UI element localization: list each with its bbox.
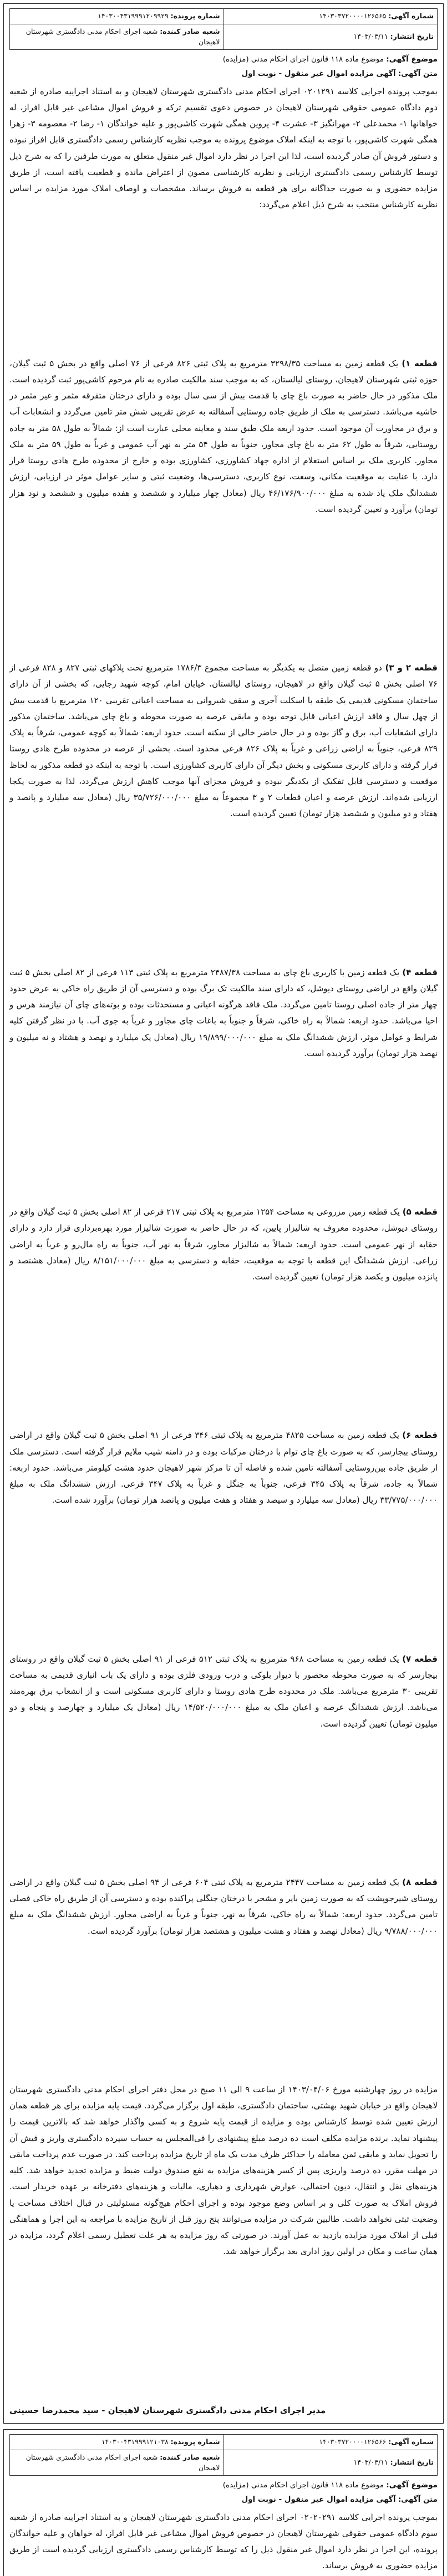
notice-1-title-line	[9, 67, 438, 81]
notice-1-meta	[9, 53, 438, 81]
subject-value: موضوع ماده ۱۱۸ قانون اجرای احکام مدنی (مزایده)	[222, 2481, 384, 2490]
auction-notice-2	[3, 2429, 444, 2576]
case-number-label: شماره پرونده:	[170, 12, 220, 20]
notice-2-meta	[9, 2478, 438, 2507]
notice-1-header-row-1	[10, 9, 438, 24]
issuing-branch-value: شعبه اجرای احکام مدنی دادگستری شهرستان لاهیجان	[26, 27, 220, 46]
parcel-5-label: قطعه ۵)	[402, 1207, 438, 1217]
parcel-8-text: یک قطعه زمین به مساحت ۲۴۴۷ مترمربع به پلاک ثبتی ۶۰۴ فرعی از ۹۴ اصلی بخش ۵ ثبت گیلان واقع در اراضی روستای شیرجوپشت که به صورت زمین بایر و مشجر با درختان جنگلی پراکنده بوده و دسترسی آن از طریق راه خاکی فصلی تامین می‌گردد. حدود اربعه: شمالاً به راه خاکی، شرقاً به نهر، جنوباً و غرباً به اراضی مجاور. ارزش ششدانگ ملک به مبلغ ۹/۷۸۸/۰۰۰/۰۰۰ ریال (معادل نهصد و هفتاد و هشت میلیون و هشتصد هزار تومان) برآورد گردیده است.	[9, 1877, 438, 1936]
text-label: متن آگهی:	[398, 69, 438, 78]
subject-label: موضوع آگهی:	[386, 55, 438, 64]
notice-1-body	[9, 84, 438, 2419]
parcel-1-label: قطعه ۱)	[402, 358, 438, 368]
parcel-6-paragraph	[9, 1427, 438, 1508]
parcel-6-label: قطعه ۶)	[402, 1430, 438, 1441]
subject-value: موضوع ماده ۱۱۸ قانون اجرای احکام مدنی (مزایده)	[222, 55, 384, 64]
case-number-value: ۱۴۰۳۰۰۴۳۱۹۹۹۱۲۱۰۳۸	[101, 2437, 169, 2446]
ad-number-value: ۱۴۰۳۰۳۷۲۰۰۰۰۱۲۶۵۶۵	[319, 12, 387, 20]
publish-date-label: تاریخ انتشار:	[390, 32, 434, 41]
notice-title: آگهی مزایده اموال غیر منقول - نوبت اول	[241, 69, 396, 78]
ad-number-label: شماره آگهی:	[388, 12, 434, 20]
ad-number-label: شماره آگهی:	[388, 2437, 434, 2446]
notice-2-body	[9, 2510, 438, 2574]
parcel-8-paragraph	[9, 1875, 438, 1939]
parcel-4-paragraph	[9, 965, 438, 1062]
publish-date-cell	[223, 24, 438, 50]
parcel-7-text: یک قطعه زمین به مساحت ۹۶۸ مترمربع به پلاک ثبتی ۵۱۲ فرعی از ۹۱ اصلی بخش ۵ ثبت گیلان واقع در روستای بیجارسر که به صورت محوطه محصور با دیوار بلوکی و درب ورودی فلزی بوده و دارای یک باب انباری قدیمی به مساحت تقریبی ۳۰ مترمربع می‌باشد. ملک در محدوده طرح هادی روستا و دارای کاربری مسکونی است و از انشعاب برق بهره‌مند می‌باشد. ارزش ششدانگ عرصه و اعیان ملک به مبلغ ۱۴/۵۲۰/۰۰۰/۰۰۰ ریال (معادل یک میلیارد و چهارصد و پنجاه و دو میلیون تومان) تعیین گردیده است.	[9, 1653, 438, 1729]
issuing-branch-label: شعبه صادر کننده:	[160, 27, 220, 35]
parcel-8-label: قطعه ۸)	[402, 1877, 438, 1887]
case-number-cell	[10, 9, 224, 24]
subject-label: موضوع آگهی:	[386, 2481, 438, 2490]
parcel-2-3-label: قطعه ۲ و ۳)	[385, 663, 438, 673]
notice-2-header-row-1	[10, 2435, 438, 2450]
parcel-2-3-text: دو قطعه زمین متصل به یکدیگر به مساحت مجموع ۱۷۸۶/۳ مترمربع تحت پلاکهای ثبتی ۸۲۷ و ۸۲۸ فرعی از ۷۶ اصلی بخش ۵ ثبت گیلان واقع در لاهیجان، روستای لیالستان، خیابان امام، کوچه شهید رجایی، که بخشی از آن دارای ساختمان مسکونی قدیمی یک طبقه با اسکلت آجری و سقف شیروانی به مساحت اعیانی تقریبی ۱۲۰ مترمربع با قدمت بیش از چهل سال و فاقد ارزش اعیانی قابل توجه بوده و مابقی عرصه به صورت محوطه و باغ چای می‌باشد. ساختمان مذکور دارای انشعابات آب، برق و گاز بوده و در حال حاضر خالی از سکنه است. حدود اربعه: شمالاً به کوچه عمومی، شرقاً به پلاک ۸۲۹ فرعی، جنوباً به اراضی زراعی و غرباً به پلاک ۸۲۶ فرعی محدود است. بخشی از عرصه در محدوده طرح هادی روستا قرار گرفته و دارای کاربری مسکونی و بخش دیگر آن دارای کاربری کشاورزی است. با توجه به اینکه دو قطعه مذکور به لحاظ موقعیت و دسترسی قابل تفکیک از یکدیگر نبوده و فروش مجزای آنها موجب کاهش ارزش می‌گردد، لذا به صورت یکجا ارزیابی شده‌اند. ارزش عرصه و اعیان قطعات ۲ و ۳ مجموعاً به مبلغ ۳۵/۷۲۶/۰۰۰/۰۰۰ ریال (معادل سه میلیارد و پانصد و هفتاد و دو میلیون و ششصد هزار تومان) تعیین گردیده است.	[9, 663, 438, 819]
publish-date-value: ۱۴۰۳/۰۳/۱۱	[353, 2458, 388, 2467]
case-number-value: ۱۴۰۳۰۰۴۳۱۹۹۹۱۲۰۹۹۲۹	[98, 12, 169, 20]
publish-date-label: تاریخ انتشار:	[390, 2458, 434, 2467]
issuing-branch-value: شعبه اجرای احکام مدنی دادگستری شهرستان لاهیجان	[26, 2452, 220, 2472]
notice-title: آگهی مزایده اموال غیر منقول - نوبت اول	[241, 2495, 396, 2504]
notice-2-subject-line	[9, 2478, 438, 2493]
notice-2-title-line	[9, 2493, 438, 2507]
text-label: متن آگهی:	[398, 2495, 438, 2504]
parcel-5-paragraph	[9, 1204, 438, 1285]
publish-date-value: ۱۴۰۳/۰۳/۱۱	[353, 32, 388, 41]
intro-paragraph: بموجب پرونده اجرایی کلاسه ۰۲۰۲۰۲۹۱ اجرای احکام مدنی دادگستری شهرستان لاهیجان و به استناد اجراییه صادره از شعبه سوم دادگاه عمومی حقوقی شهرستان لاهیجان در خصوص فروش اموال مشاعی غیر قابل افراز، له خواهان و علیه خواندگان پرونده، این اجرا در نظر دارد اموال غیر منقول ذیل را که توسط کارشناس رسمی دادگستری ارزیابی گردیده است از طریق مزایده حضوری به فروش برساند.	[9, 2512, 438, 2571]
parcel-7-label: قطعه ۷)	[402, 1653, 438, 1664]
signature-line: مدیر اجرای احکام مدنی دادگستری شهرستان لاهیجان - سید محمدرضا حسینی	[9, 2405, 326, 2415]
auction-notice-1	[3, 3, 444, 2424]
notice-1-header	[9, 8, 438, 50]
publish-date-cell	[223, 2450, 438, 2476]
notice-2-header	[9, 2434, 438, 2476]
issuing-branch-cell	[10, 24, 224, 50]
ad-number-value: ۱۴۰۳۰۳۷۲۰۰۰۰۱۲۶۵۶۶	[319, 2437, 387, 2446]
case-number-label: شماره پرونده:	[170, 2437, 220, 2446]
issuing-branch-cell	[10, 2450, 224, 2476]
parcel-1-text: یک قطعه زمین به مساحت ۳۲۹۸/۳۵ مترمربع به پلاک ثبتی ۸۲۶ فرعی از ۷۶ اصلی واقع در بخش ۵ ثبت گیلان، حوزه ثبتی شهرستان لاهیجان، روستای لیالستان، که به موجب سند مالکیت صادره به نام مرحوم کاشی‌پور ثبت گردیده است. ملک مذکور در حال حاضر به صورت باغ چای با قدمت بیش از سی سال بوده و دارای درختان متفرقه مثمر و غیر مثمر در حاشیه می‌باشد. دسترسی به ملک از طریق جاده روستایی آسفالته به عرض تقریبی شش متر تامین می‌گردد و انشعابات آب و برق در مجاورت آن موجود است. حدود اربعه ملک طبق سند و معاینه محلی عبارت است از: شمالاً به طول ۵۸ متر به جاده روستایی، شرقاً به طول ۶۲ متر به باغ چای مجاور، جنوباً به طول ۵۴ متر به نهر آب عمومی و غرباً به طول ۵۹ متر به ملک مجاور. کاربری ملک بر اساس استعلام از اداره جهاد کشاورزی، کشاورزی بوده و خارج از محدوده طرح هادی روستا قرار دارد. با عنایت به موقعیت مکانی، وسعت، نوع کاربری، دسترسی‌ها، وضعیت ثبتی و سایر عوامل موثر در ارزیابی، ارزش ششدانگ ملک یاد شده به مبلغ ۴۶/۱۷۶/۹۰۰/۰۰۰ ریال (معادل چهار میلیارد و ششصد و هفده میلیون و ششصد و نود هزار تومان) برآورد و تعیین گردیده است.	[9, 358, 438, 514]
parcel-4-text: یک قطعه زمین با کاربری باغ چای به مساحت ۲۴۸۷/۳۸ مترمربع به پلاک ثبتی ۱۱۳ فرعی از ۸۲ اصلی بخش ۵ ثبت گیلان واقع در اراضی روستای دیوشل، که دارای سند مالکیت تک برگ بوده و دسترسی آن از طریق راه خاکی به عرض حدود چهار متر از جاده اصلی روستا تامین می‌گردد. ملک فاقد هرگونه اعیانی و مستحدثات بوده و بوته‌های چای آن نیازمند هرس و احیا می‌باشد. حدود اربعه: شمالاً به راه خاکی، شرقاً و جنوباً به باغات چای مجاور و غرباً به جوی آب. با در نظر گرفتن کلیه شرایط و عوامل موثر، ارزش ششدانگ ملک به مبلغ ۱۹/۸۹۹/۰۰۰/۰۰۰ ریال (معادل یک میلیارد و نهصد و هشتاد و نه میلیون و نهصد هزار تومان) برآورد گردیده است.	[9, 967, 438, 1058]
parcel-6-text: یک قطعه زمین به مساحت ۴۸۲۵ مترمربع به پلاک ثبتی ۳۴۶ فرعی از ۹۱ اصلی بخش ۵ ثبت گیلان واقع در اراضی روستای بیجارسر، که به صورت باغ چای توام با درختان مرکبات بوده و در دامنه شیب ملایم قرار گرفته است. دسترسی ملک از طریق جاده بین‌روستایی آسفالته تامین شده و فاصله آن تا مرکز شهر لاهیجان حدود هشت کیلومتر می‌باشد. حدود اربعه: شمالاً به جاده، شرقاً به پلاک ۳۴۵ فرعی، جنوباً به جنگل و غرباً به پلاک ۳۴۷ فرعی. ارزش ششدانگ ملک به مبلغ ۳۳/۷۷۵/۰۰۰/۰۰۰ ریال (معادل سه میلیارد و سیصد و هفتاد و هفت میلیون و پانصد هزار تومان) برآورد شده است.	[9, 1430, 438, 1505]
intro-paragraph: بموجب پرونده اجرایی کلاسه ۰۲۰۱۲۹۱ اجرای احکام مدنی دادگستری شهرستان لاهیجان و به استناد اجراییه صادره از شعبه دوم دادگاه عمومی حقوقی شهرستان لاهیجان در خصوص دعوی تقسیم ترکه و فروش اموال مشاعی غیر قابل افراز، له خواهانها ۱- محمدعلی ۲- مهرانگیز ۳- عشرت ۴- پروین همگی شهرت کاشی‌پور و علیه خواندگان ۱- رضا ۲- معصومه ۳- زهرا همگی شهرت کاشی‌پور، با توجه به اینکه املاک موضوع پرونده به موجب نظریه کارشناس رسمی دادگستری قابل افراز نبوده و دستور فروش آن صادر گردیده است، لذا این اجرا در نظر دارد اموال غیر منقول متعلق به مورث طرفین را که به شرح ذیل توسط کارشناس رسمی دادگستری ارزیابی و نظریه کارشناسی مصون از اعتراض مانده و قطعیت یافته است، از طریق مزایده حضوری و به صورت جداگانه برای هر قطعه به فروش برساند. مشخصات و اوصاف املاک مورد مزایده بر اساس نظریه کارشناس منتخب به شرح ذیل اعلام می‌گردد:	[9, 86, 438, 210]
case-number-cell	[10, 2435, 224, 2450]
ad-number-cell	[223, 2435, 438, 2450]
ad-number-cell	[223, 9, 438, 24]
notice-1-header-row-2	[10, 24, 438, 50]
notice-1-subject-line	[9, 53, 438, 67]
notice-2-header-row-2	[10, 2450, 438, 2476]
parcel-4-label: قطعه ۴)	[402, 967, 438, 977]
auction-conditions-paragraph: مزایده در روز چهارشنبه مورخ ۱۴۰۳/۰۴/۰۶ از ساعت ۹ الی ۱۱ صبح در محل دفتر اجرای احکام مدنی دادگستری شهرستان لاهیجان واقع در خیابان شهید بهشتی، ساختمان دادگستری، طبقه اول برگزار می‌گردد. قیمت پایه مزایده برای هر قطعه همان ارزش تعیین شده توسط کارشناس بوده و مزایده از قیمت پایه شروع و به کسی واگذار خواهد شد که بالاترین قیمت را پیشنهاد نماید. برنده مزایده مکلف است ده درصد مبلغ پیشنهادی را فی‌المجلس به حساب سپرده دادگستری واریز و فیش آن را تحویل نماید و مابقی ثمن معامله را حداکثر ظرف مدت یک ماه از تاریخ مزایده پرداخت کند. در صورت عدم پرداخت مابقی در مهلت مقرر، ده درصد واریزی پس از کسر هزینه‌های مزایده به نفع صندوق دولت ضبط و مزایده تجدید خواهد شد. کلیه هزینه‌های نقل و انتقال، دیون احتمالی، عوارض شهرداری و دهیاری، مالیات و هزینه‌های دفترخانه بر عهده خریدار است. فروش املاک به صورت کلی و بر اساس وضع موجود بوده و اجرای احکام هیچ‌گونه مسئولیتی در قبال اختلاف مساحت یا وضعیت ثبتی نخواهد داشت. طالبین شرکت در مزایده می‌توانند پنج روز قبل از تاریخ مزایده با مراجعه به این اجرا و هماهنگی قبلی از املاک مورد مزایده بازدید به عمل آورند. در صورتی که روز مزایده به هر علت تعطیل رسمی اعلام گردد، مزایده در همان ساعت و مکان در اولین روز اداری بعد برگزار خواهد شد.	[9, 2084, 438, 2257]
issuing-branch-label: شعبه صادر کننده:	[160, 2452, 220, 2461]
parcel-2-3-paragraph	[9, 660, 438, 822]
parcel-5-text: یک قطعه زمین مزروعی به مساحت ۱۲۵۴ مترمربع به پلاک ثبتی ۲۱۷ فرعی از ۸۲ اصلی بخش ۵ ثبت گیلان واقع در روستای دیوشل، محدوده معروف به شالیزار پایین، که در حال حاضر به صورت شالیزار مورد بهره‌برداری قرار دارد و دارای حقابه از نهر عمومی است. حدود اربعه: شمالاً به شالیزار مجاور، شرقاً به نهر آب، جنوباً به راه مال‌رو و غرباً به اراضی زراعی. ارزش ششدانگ این قطعه با توجه به موقعیت، حقابه و دسترسی به مبلغ ۸/۱۵۱/۰۰۰/۰۰۰ ریال (معادل هشتصد و پانزده میلیون و یکصد هزار تومان) تعیین گردیده است.	[9, 1207, 438, 1282]
parcel-7-paragraph	[9, 1651, 438, 1732]
parcel-1-paragraph	[9, 356, 438, 518]
